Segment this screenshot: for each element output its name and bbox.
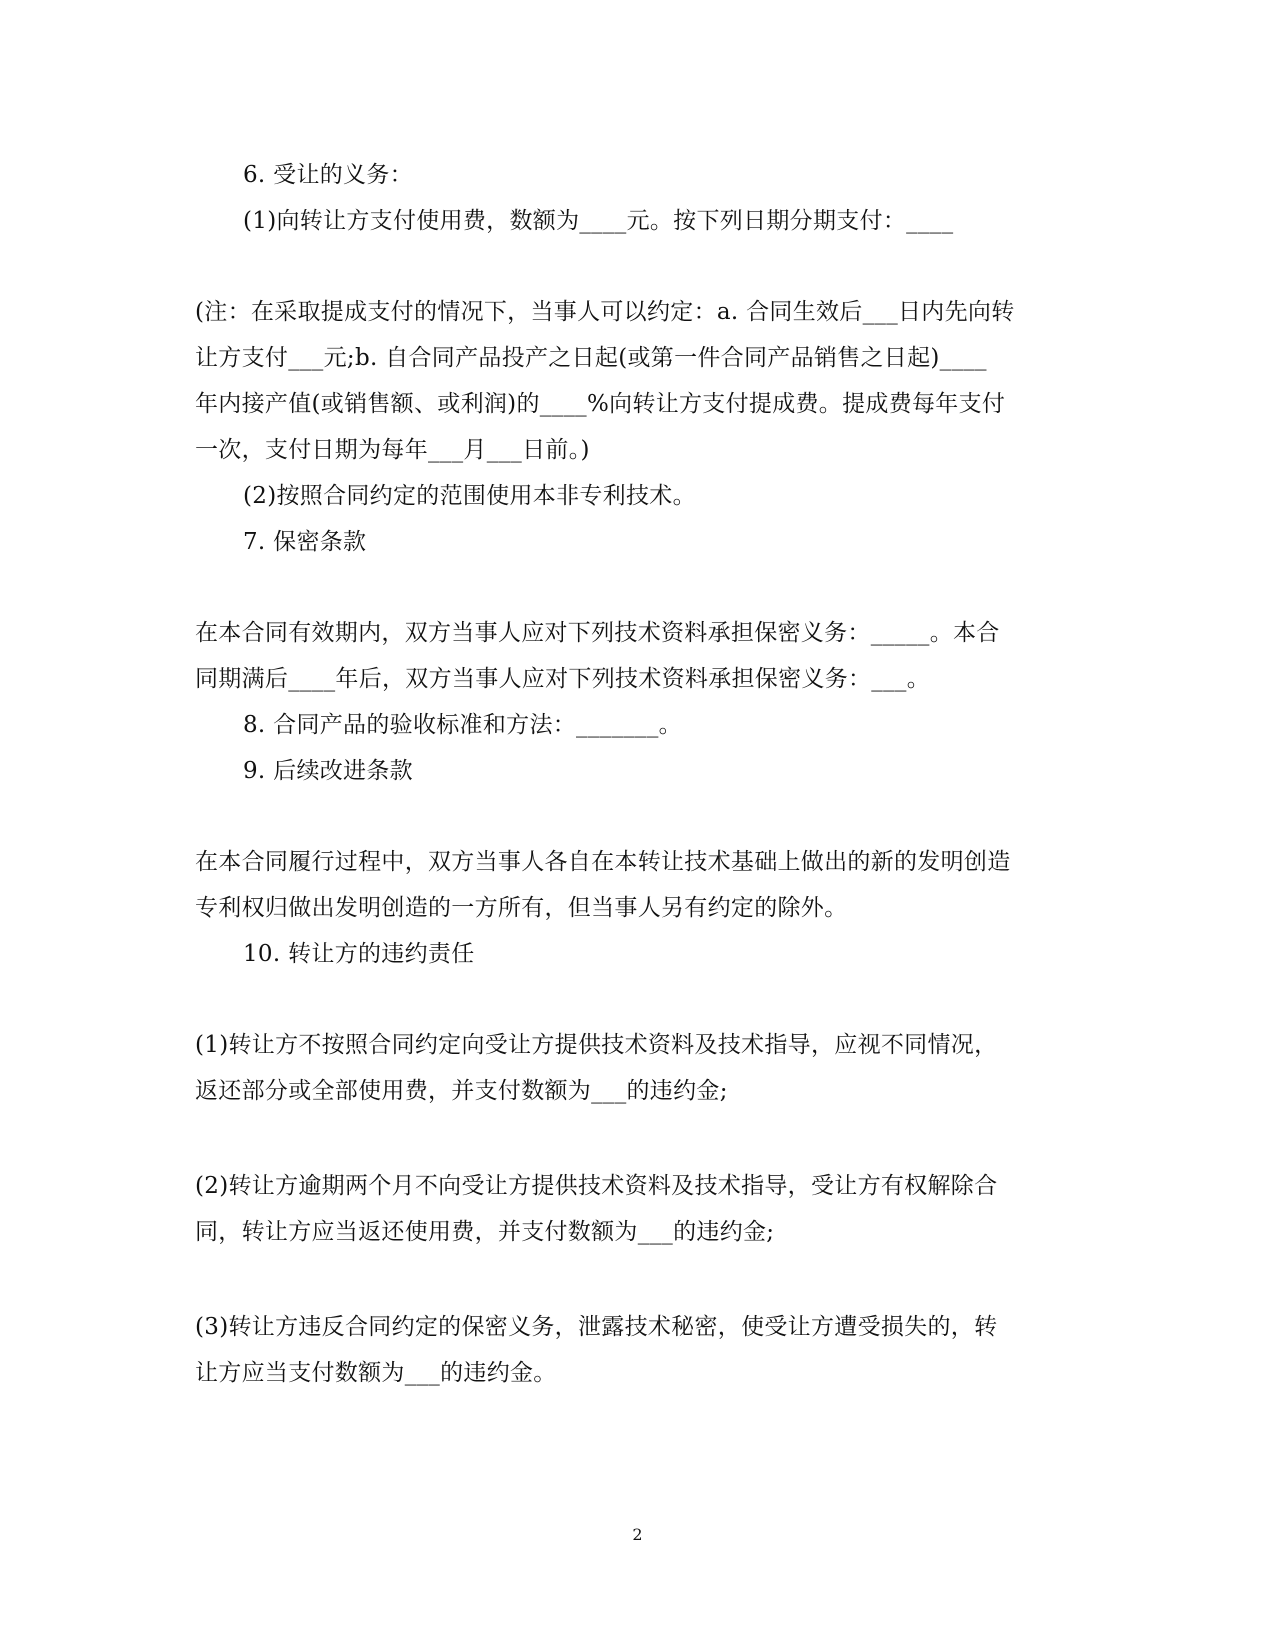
note-line-2: 让方支付___元;b. 自合同产品投产之日起(或第一件合同产品销售之日起)____	[195, 345, 987, 371]
breach-3-line-1: (3)转让方违反合同约定的保密义务，泄露技术秘密，使受让方遭受损失的，转	[195, 1314, 998, 1340]
clause-6-heading: 6. 受让的义务：	[243, 162, 413, 188]
clause-6-item-1: (1)向转让方支付使用费，数额为____元。按下列日期分期支付：____	[243, 208, 954, 234]
note-line-1: (注：在采取提成支付的情况下，当事人可以约定：a. 合同生效后___日内先向转	[195, 299, 1015, 325]
page-number: 2	[632, 1525, 643, 1544]
clause-6-item-2: (2)按照合同约定的范围使用本非专利技术。	[243, 483, 696, 509]
improvement-line-2: 专利权归做出发明创造的一方所有，但当事人另有约定的除外。	[195, 895, 848, 921]
clause-8: 8. 合同产品的验收标准和方法：_______。	[243, 712, 682, 738]
note-line-4: 一次，支付日期为每年___月___日前。)	[195, 437, 590, 463]
breach-1-line-1: (1)转让方不按照合同约定向受让方提供技术资料及技术指导，应视不同情况，	[195, 1032, 998, 1058]
confidentiality-line-2: 同期满后____年后，双方当事人应对下列技术资料承担保密义务：___。	[195, 666, 930, 692]
clause-9-heading: 9. 后续改进条款	[243, 758, 413, 784]
breach-3-line-2: 让方应当支付数额为___的违约金。	[195, 1360, 557, 1386]
confidentiality-line-1: 在本合同有效期内，双方当事人应对下列技术资料承担保密义务：_____。本合	[195, 620, 1000, 646]
breach-2-line-1: (2)转让方逾期两个月不向受让方提供技术资料及技术指导，受让方有权解除合	[195, 1173, 998, 1199]
clause-10-heading: 10. 转让方的违约责任	[243, 941, 475, 967]
note-line-3: 年内接产值(或销售额、或利润)的____%向转让方支付提成费。提成费每年支付	[195, 391, 1006, 417]
improvement-line-1: 在本合同履行过程中，双方当事人各自在本转让技术基础上做出的新的发明创造	[195, 849, 1011, 875]
breach-1-line-2: 返还部分或全部使用费，并支付数额为___的违约金;	[195, 1078, 728, 1104]
clause-7-heading: 7. 保密条款	[243, 529, 367, 555]
breach-2-line-2: 同，转让方应当返还使用费，并支付数额为___的违约金;	[195, 1219, 775, 1245]
